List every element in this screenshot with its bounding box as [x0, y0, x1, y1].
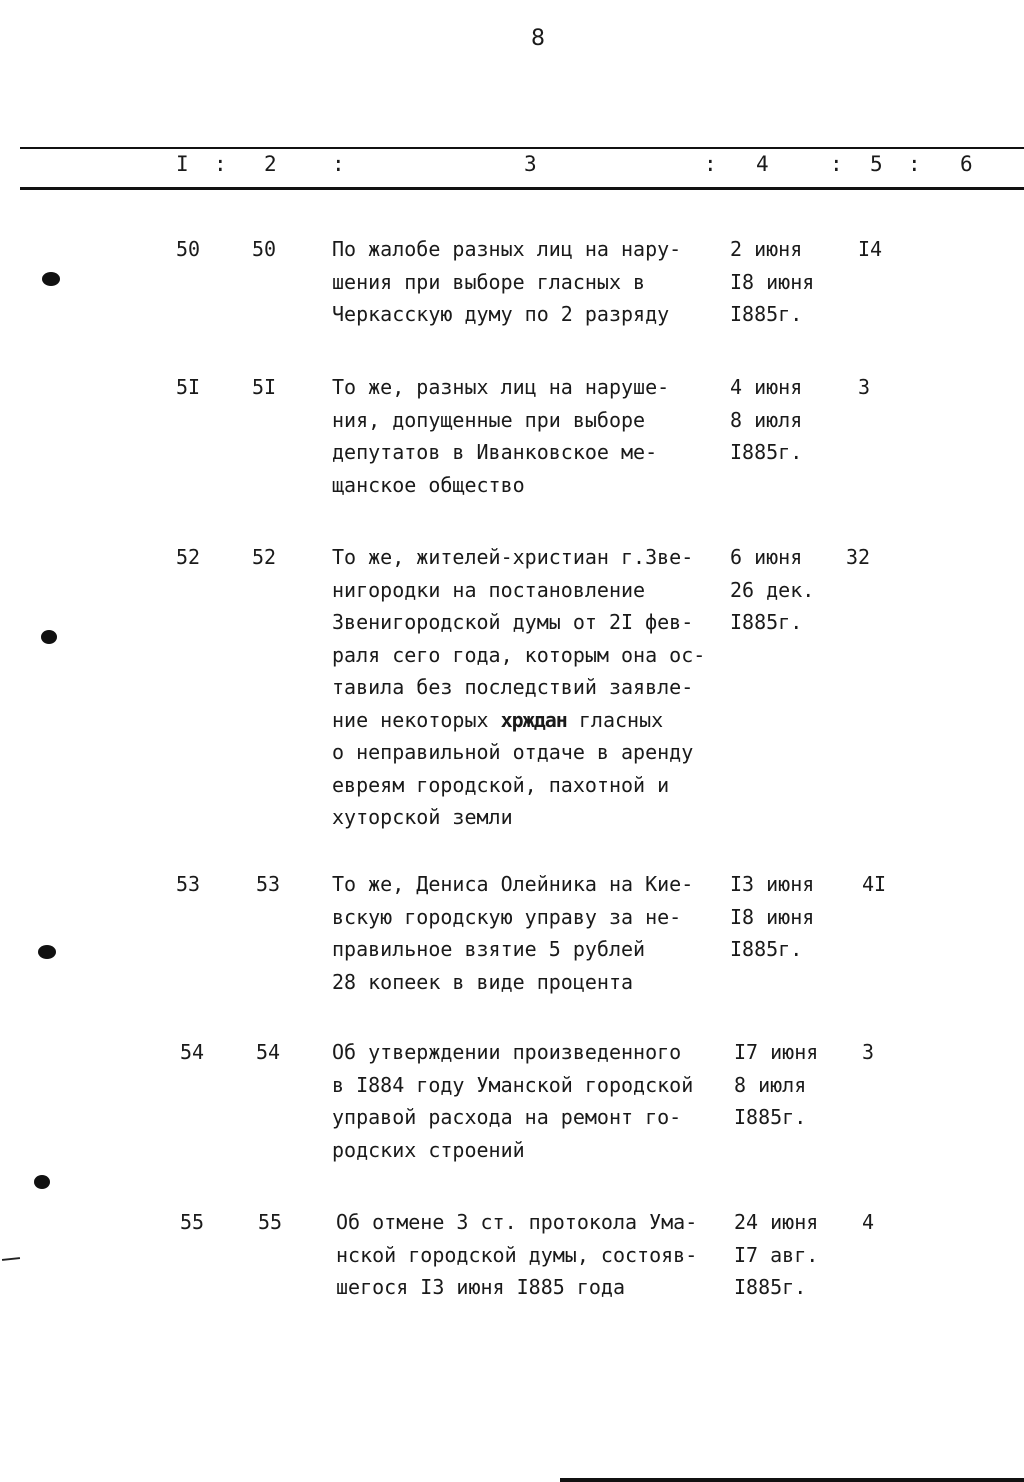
- description-line: евреям городской, пахотной и: [332, 772, 670, 797]
- table-top-rule: [20, 147, 1024, 149]
- case-description: [332, 541, 727, 834]
- header-col-6: 6: [960, 152, 973, 176]
- page-number: 8: [531, 26, 545, 51]
- case-description: [332, 1036, 727, 1166]
- case-dates: [730, 541, 830, 639]
- case-number: 50: [252, 237, 277, 261]
- case-description: [332, 868, 727, 998]
- header-col-3: 3: [524, 152, 537, 176]
- end-date: I7 авг.: [734, 1242, 819, 1267]
- row-number: 5I: [176, 375, 201, 399]
- row-number: 55: [180, 1210, 205, 1234]
- sheet-count: 4I: [862, 872, 887, 896]
- case-description: [332, 233, 727, 331]
- start-date: 24 июня: [734, 1210, 819, 1234]
- row-number: 53: [176, 872, 201, 896]
- table-header: [0, 150, 1024, 184]
- end-date: 26 дек.: [730, 577, 815, 602]
- start-date: I3 июня: [730, 872, 815, 896]
- year: I885г.: [730, 302, 803, 326]
- description-line: тавила без последствий заявле-: [332, 675, 694, 699]
- description-line: депутатов в Иванковское ме-: [332, 440, 658, 464]
- sheet-count: 3: [858, 375, 871, 399]
- header-col-2: 2: [264, 152, 277, 176]
- description-line: нской городской думы, состояв-: [336, 1242, 698, 1267]
- description-line: То же, разных лиц на наруше-: [332, 375, 670, 399]
- description-line: То же, Дениса Олейника на Кие-: [332, 872, 694, 896]
- year: I885г.: [734, 1105, 807, 1129]
- header-col-5: 5: [870, 152, 883, 176]
- description-line: шения при выборе гласных в: [332, 269, 646, 294]
- binder-hole-mark: [34, 1175, 50, 1189]
- case-description: [336, 1206, 731, 1304]
- binder-hole-mark: [38, 945, 56, 959]
- year: I885г.: [730, 610, 803, 634]
- end-date: I8 июня: [730, 269, 815, 294]
- description-line: в I884 году Уманской городской: [332, 1072, 694, 1097]
- start-date: 2 июня: [730, 237, 803, 261]
- case-number: 5I: [252, 375, 277, 399]
- description-line: По жалобе разных лиц на нару-: [332, 237, 682, 261]
- case-number: 54: [256, 1040, 281, 1064]
- case-description: [332, 371, 727, 501]
- end-date: 8 июля: [734, 1072, 807, 1097]
- page-bottom-edge: [560, 1478, 1024, 1482]
- description-line: щанское общество: [332, 472, 525, 497]
- case-dates: [734, 1036, 834, 1134]
- sheet-count: 4: [862, 1210, 875, 1234]
- description-line: хуторской земли: [332, 805, 513, 829]
- description-line: шегося I3 июня I885 года: [336, 1275, 625, 1299]
- case-number: 55: [258, 1210, 283, 1234]
- sheet-count: 32: [846, 545, 871, 569]
- case-number: 53: [256, 872, 281, 896]
- description-text: ние некоторых: [332, 707, 489, 732]
- description-line: Об отмене 3 ст. протокола Ума-: [336, 1210, 698, 1234]
- description-line: ния, допущенные при выборе: [332, 407, 646, 432]
- description-line: вскую городскую управу за не-: [332, 904, 682, 929]
- description-line: о неправильной отдаче в аренду: [332, 740, 694, 764]
- sheet-count: I4: [858, 237, 883, 261]
- description-line: правильное взятие 5 рублей: [332, 937, 646, 961]
- header-separator: :: [214, 152, 227, 176]
- header-separator: :: [704, 152, 717, 176]
- description-line: нигородки на постановление: [332, 577, 646, 602]
- case-number: 52: [252, 545, 277, 569]
- stray-mark: [2, 1257, 20, 1261]
- description-line: раля сего года, которым она ос-: [332, 642, 706, 667]
- description-line: 28 копеек в виде процента: [332, 969, 634, 994]
- description-line: родских строений: [332, 1137, 525, 1162]
- case-dates: [734, 1206, 834, 1304]
- year: I885г.: [730, 440, 803, 464]
- start-date: 4 июня: [730, 375, 803, 399]
- struck-out-word: хрждан: [500, 707, 567, 732]
- binder-hole-mark: [42, 272, 60, 286]
- header-separator: :: [830, 152, 843, 176]
- header-col-4: 4: [756, 152, 769, 176]
- year: I885г.: [734, 1275, 807, 1299]
- table-header-rule: [20, 187, 1024, 190]
- description-line: управой расхода на ремонт го-: [332, 1105, 682, 1129]
- row-number: 50: [176, 237, 201, 261]
- binder-hole-mark: [41, 630, 57, 644]
- header-separator: :: [332, 152, 345, 176]
- end-date: I8 июня: [730, 904, 815, 929]
- description-line: Об утверждении произведенного: [332, 1040, 682, 1064]
- row-number: 54: [180, 1040, 205, 1064]
- header-col-1: I: [176, 152, 189, 176]
- year: I885г.: [730, 937, 803, 961]
- description-line: То же, жителей-христиан г.Зве-: [332, 545, 694, 569]
- description-line: Звенигородской думы от 2I фев-: [332, 610, 694, 634]
- description-line: [332, 704, 727, 737]
- description-line: Черкасскую думу по 2 разряду: [332, 302, 670, 326]
- case-dates: [730, 371, 830, 469]
- start-date: 6 июня: [730, 545, 803, 569]
- case-dates: [730, 868, 830, 966]
- case-dates: [730, 233, 830, 331]
- row-number: 52: [176, 545, 201, 569]
- header-separator: :: [908, 152, 921, 176]
- description-text: гласных: [578, 707, 664, 732]
- sheet-count: 3: [862, 1040, 875, 1064]
- start-date: I7 июня: [734, 1040, 819, 1064]
- end-date: 8 июля: [730, 407, 803, 432]
